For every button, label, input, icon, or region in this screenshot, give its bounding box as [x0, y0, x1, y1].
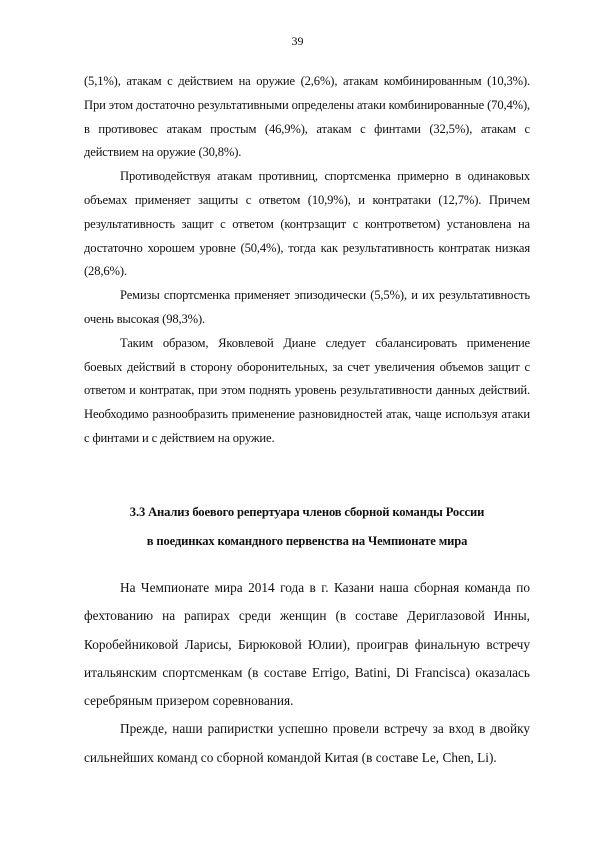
paragraph: (5,1%), атакам с действием на оружие (2,6%), атакам комбинированным (10,3%). При этом достаточно результативными определены атаки комбинированные (70,4%), в противовес атакам простым (46,9%), атакам с финтами (32,5%), атакам с действием на оружие (30,8%).: [84, 74, 530, 160]
paragraph: Таким образом, Яковлевой Диане следует сбалансировать применение боевых действий в сторону оборонительных, за счет увеличения объемов защит с ответом и контратак, при этом поднять уровень результативности данных действий. Необходимо разнообразить применение разновидностей атак, чаще используя атаки с финтами и с действием на оружие.: [84, 335, 530, 445]
paragraph: На Чемпионате мира 2014 года в г. Казани наша сборная команда по фехтованию на рапирах среди женщин (в составе Дериглазовой Инны, Коробейниковой Ларисы, Бирюковой Юлии), проиграв финальную встречу итальянским спортсменкам (в составе Errigo, Batini, Di Francisca) оказалась серебряным призером соревнования.: [84, 580, 530, 709]
body-text-top: [84, 70, 530, 451]
paragraph: Прежде, наши рапиристки успешно провели встречу за вход в двойку сильнейших команд со сборной командой Китая (в составе Le, Chen, Li).: [84, 721, 530, 765]
section-heading-line-1: 3.3 Анализ боевого репертуара членов сборной команды России: [129, 505, 485, 519]
paragraph: Ремизы спортсменка применяет эпизодически (5,5%), и их результативность очень высокая (98,3%).: [84, 288, 530, 326]
paragraph: Противодействуя атакам противниц, спортсменка примерно в одинаковых объемах применяет защиты с ответом (10,9%), и контратаки (12,7%). Причем результативность защит с ответом (контрзащит с контрответом) установлена на достаточно хорошем уровне (50,4%), тогда как результативность контратак низкая (28,6%).: [84, 169, 530, 279]
body-text-bottom: [84, 574, 530, 772]
page-number: 39: [291, 34, 304, 48]
section-heading-line-2: в поединках командного первенства на Чемпионате мира: [146, 534, 468, 548]
